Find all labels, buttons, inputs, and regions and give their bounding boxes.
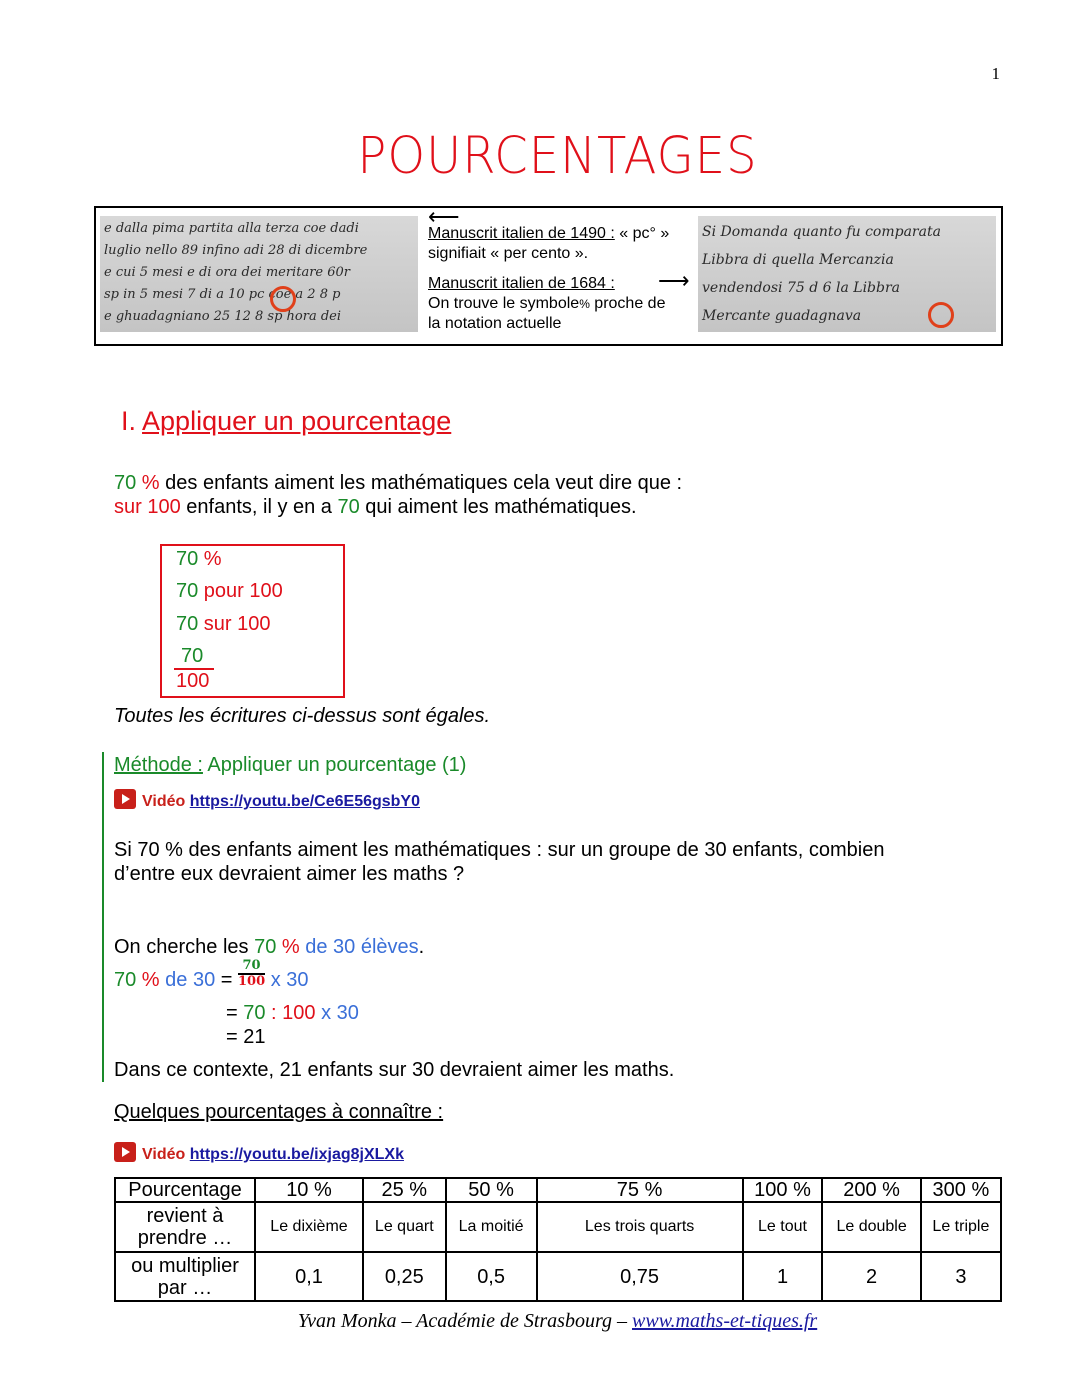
symbol-note-end: proche de bbox=[589, 295, 666, 312]
table-cell: Le quart bbox=[363, 1202, 446, 1252]
intro-line-1: 70 % des enfants aiment les mathématiques cela veut dire que : bbox=[114, 472, 683, 494]
table-cell: Le double bbox=[822, 1202, 920, 1252]
solution-line-2: 70 % de 30 = $\frac{70}{100}$ x 30 bbox=[114, 957, 309, 991]
table-row bbox=[115, 1202, 1001, 1252]
manuscript-1684-image: Si Domanda quanto fu comparata Libbra di quella Mercanzia vendendosi 75 d 6 la Libbra Mercante guadagnava bbox=[698, 216, 996, 332]
percent-symbol-icon: % bbox=[579, 297, 590, 311]
manuscript-1490-label: Manuscrit italien de 1490 : bbox=[428, 225, 615, 242]
youtube-play-icon bbox=[114, 1142, 136, 1162]
table-cell: 0,5 bbox=[446, 1252, 537, 1301]
table-row bbox=[115, 1178, 1001, 1202]
intro-line-2: sur 100 enfants, il y en a 70 qui aiment les mathématiques. bbox=[114, 496, 637, 518]
table-cell: 2 bbox=[822, 1252, 920, 1301]
table-cell: Le tout bbox=[743, 1202, 823, 1252]
footer: Yvan Monka – Académie de Strasbourg – www.maths-et-tiques.fr bbox=[297, 1310, 818, 1332]
table-cell: Pourcentage bbox=[115, 1178, 255, 1202]
notation-percent: 70 % bbox=[176, 548, 222, 570]
video-link-1[interactable]: https://youtu.be/Ce6E56gsbY0 bbox=[189, 793, 420, 810]
table-cell: 300 % bbox=[921, 1178, 1001, 1202]
fraction-denominator: 100 bbox=[176, 670, 210, 692]
solution-line-4: = 21 bbox=[226, 1026, 266, 1048]
symbol-note: On trouve le symbole bbox=[428, 295, 580, 312]
percentages-table bbox=[114, 1177, 1002, 1302]
table-cell: 10 % bbox=[255, 1178, 363, 1202]
solution-line-1: On cherche les 70 % de 30 élèves. bbox=[114, 936, 425, 958]
manuscript-1684-label: Manuscrit italien de 1684 : bbox=[428, 275, 615, 292]
video-1: Vidéo https://youtu.be/Ce6E56gsbY0 bbox=[114, 789, 420, 811]
table-cell: La moitié bbox=[446, 1202, 537, 1252]
pc-note: « pc° » bbox=[614, 225, 670, 242]
youtube-play-icon bbox=[114, 789, 136, 809]
table-cell: 0,25 bbox=[363, 1252, 446, 1301]
fraction-70-100: $\frac{70}{100}$ bbox=[238, 957, 266, 989]
section-heading: I. Appliquer un pourcentage bbox=[121, 406, 452, 436]
table-cell: 1 bbox=[743, 1252, 823, 1301]
fraction-numerator: 70 bbox=[181, 645, 204, 667]
problem-line-1: Si 70 % des enfants aiment les mathématiques : sur un groupe de 30 enfants, combien bbox=[114, 839, 885, 861]
page-title: POURCENTAGES bbox=[357, 126, 758, 186]
method-margin-bar bbox=[102, 752, 104, 1082]
table-cell: revient à prendre … bbox=[115, 1202, 255, 1252]
method-heading: Méthode : Appliquer un pourcentage (1) bbox=[114, 754, 467, 776]
notation-note: la notation actuelle bbox=[428, 315, 562, 332]
table-cell: ou multiplier par … bbox=[115, 1252, 255, 1301]
table-cell: 0,75 bbox=[537, 1252, 743, 1301]
table-cell: 200 % bbox=[822, 1178, 920, 1202]
solution-line-3: = 70 : 100 x 30 bbox=[226, 1002, 359, 1024]
per-cento-note: signifiait « per cento ». bbox=[428, 245, 589, 262]
table-cell: 75 % bbox=[537, 1178, 743, 1202]
manuscript-1490-image: e dalla pima partita alla terza coe dadi luglio nello 89 infino adi 28 di dicembre e cui 5 mesi e di ora dei meritare 60r sp in 5 mesi 7 di a 10 pc coe a 2 8 p e ghuadagniano 25 12 8 sp hora dei bbox=[100, 216, 418, 332]
table-cell: Le dixième bbox=[255, 1202, 363, 1252]
history-banner bbox=[94, 206, 1003, 346]
conclusion: Dans ce contexte, 21 enfants sur 30 devraient aimer les maths. bbox=[114, 1059, 675, 1081]
table-cell: Les trois quarts bbox=[537, 1202, 743, 1252]
arrow-left-icon: ⟵ bbox=[428, 204, 460, 229]
table-cell: 0,1 bbox=[255, 1252, 363, 1301]
table-row bbox=[115, 1252, 1001, 1301]
arrow-right-icon: ⟶ bbox=[658, 268, 690, 293]
problem-line-2: d’entre eux devraient aimer les maths ? bbox=[114, 863, 465, 885]
notation-sur: 70 sur 100 bbox=[176, 613, 271, 635]
table-cell: 25 % bbox=[363, 1178, 446, 1202]
table-cell: Le triple bbox=[921, 1202, 1001, 1252]
table-cell: 50 % bbox=[446, 1178, 537, 1202]
table-cell: 100 % bbox=[743, 1178, 823, 1202]
page-number: 1 bbox=[991, 64, 1000, 83]
video-2: Vidéo https://youtu.be/ixjag8jXLXk bbox=[114, 1142, 404, 1164]
notation-pour: 70 pour 100 bbox=[176, 580, 283, 602]
footer-link[interactable]: www.maths-et-tiques.fr bbox=[632, 1310, 818, 1332]
table-cell: 3 bbox=[921, 1252, 1001, 1301]
video-link-2[interactable]: https://youtu.be/ixjag8jXLXk bbox=[189, 1146, 404, 1163]
known-percentages-heading: Quelques pourcentages à connaître : bbox=[114, 1101, 444, 1123]
equality-note: Toutes les écritures ci-dessus sont égales. bbox=[114, 705, 491, 727]
